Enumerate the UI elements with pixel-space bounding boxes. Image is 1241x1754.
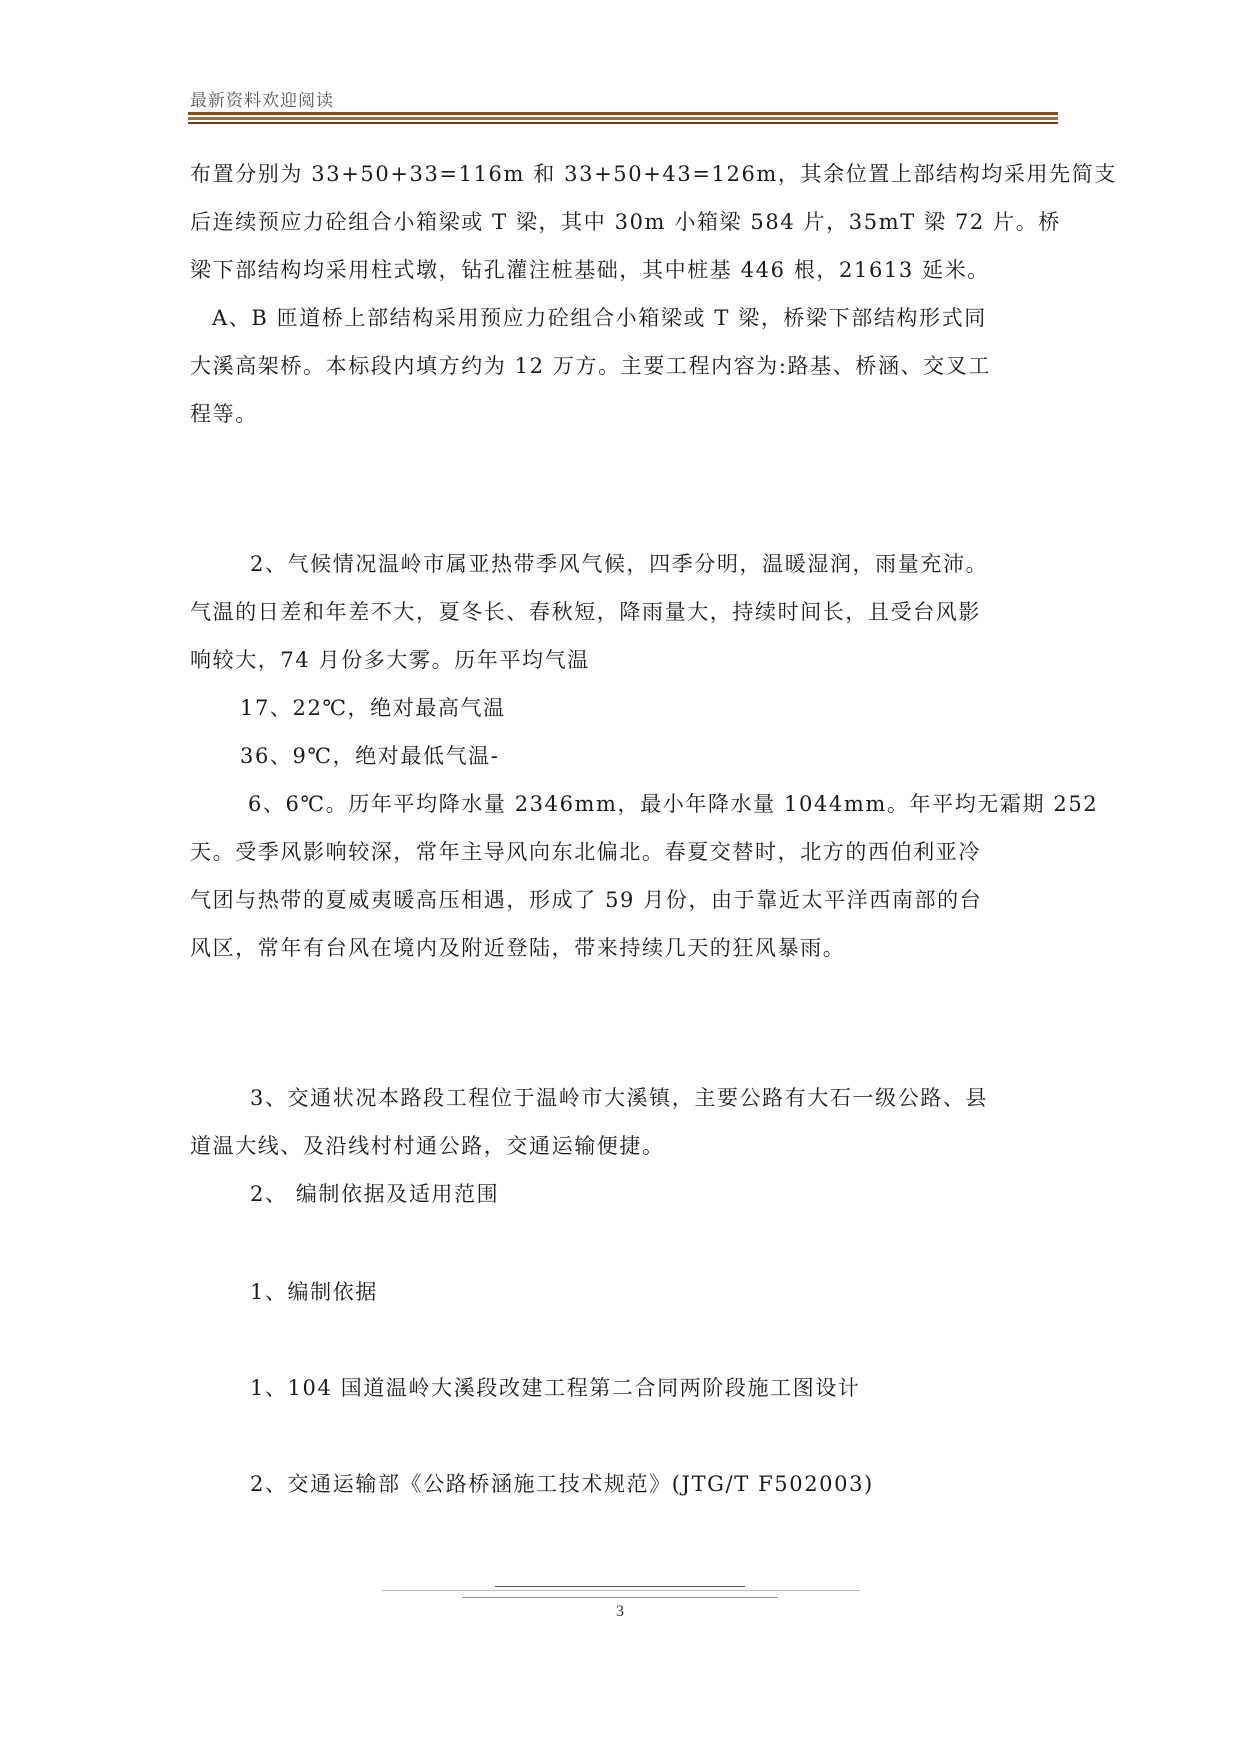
subsection-heading: 1、编制依据 [250,1280,378,1304]
body-line: 程等。 [190,402,258,426]
body-line: 后连续预应力砼组合小箱梁或 T 梁，其中 30m 小箱梁 584 片，35mT 梁 72 片。桥 [190,210,1061,234]
body-line: 17、22℃，绝对最高气温 [240,696,506,720]
body-line: 大溪高架桥。本标段内填方约为 12 万方。主要工程内容为:路基、桥涵、交叉工 [190,354,991,378]
body-line: 3、交通状况本路段工程位于温岭市大溪镇，主要公路有大石一级公路、县 [250,1086,989,1110]
body-line: 响较大，74 月份多大雾。历年平均气温 [190,648,590,672]
header-rule-middle [188,117,1058,120]
body-line: 梁下部结构均采用柱式墩，钻孔灌注桩基础，其中桩基 446 根，21613 延米。 [190,258,990,282]
body-line: 风区，常年有台风在境内及附近登陆，带来持续几天的狂风暴雨。 [190,936,846,960]
body-line: 气温的日差和年差不大，夏冬长、春秋短，降雨量大，持续时间长，且受台风影 [190,600,981,624]
header-rule-bottom [188,122,1058,124]
body-line: 36、9℃，绝对最低气温- [240,744,500,768]
footer-rule-lower [462,1597,778,1598]
footer-rule-short [495,1586,745,1587]
body-line: 6、6℃。历年平均降水量 2346mm，最小年降水量 1044mm。年平均无霜期 252 [248,792,1099,816]
list-item: 2、交通运输部《公路桥涵施工技术规范》(JTG/T F502003) [250,1472,874,1496]
body-line: A、B 匝道桥上部结构采用预应力砼组合小箱梁或 T 梁，桥梁下部结构形式同 [212,306,987,330]
list-item: 1、104 国道温岭大溪段改建工程第二合同两阶段施工图设计 [250,1376,861,1400]
header-rule-top [188,112,1058,115]
body-line: 天。受季风影响较深，常年主导风向东北偏北。春夏交替时，北方的西伯利亚冷 [190,840,981,864]
body-line: 道温大线、及沿线村村通公路，交通运输便捷。 [190,1134,665,1158]
body-line: 布置分别为 33+50+33=116m 和 33+50+43=126m，其余位置上部结构均采用先简支 [190,162,1117,186]
body-line: 2、气候情况温岭市属亚热带季风气候，四季分明，温暖湿润，雨量充沛。 [250,552,989,576]
header-title: 最新资料欢迎阅读 [190,91,334,111]
body-line: 气团与热带的夏威夷暖高压相遇，形成了 59 月份，由于靠近太平洋西南部的台 [190,888,983,912]
page-number: 3 [616,1603,624,1620]
footer-rule-long [382,1590,860,1591]
section-heading: 2、 编制依据及适用范围 [250,1182,500,1206]
